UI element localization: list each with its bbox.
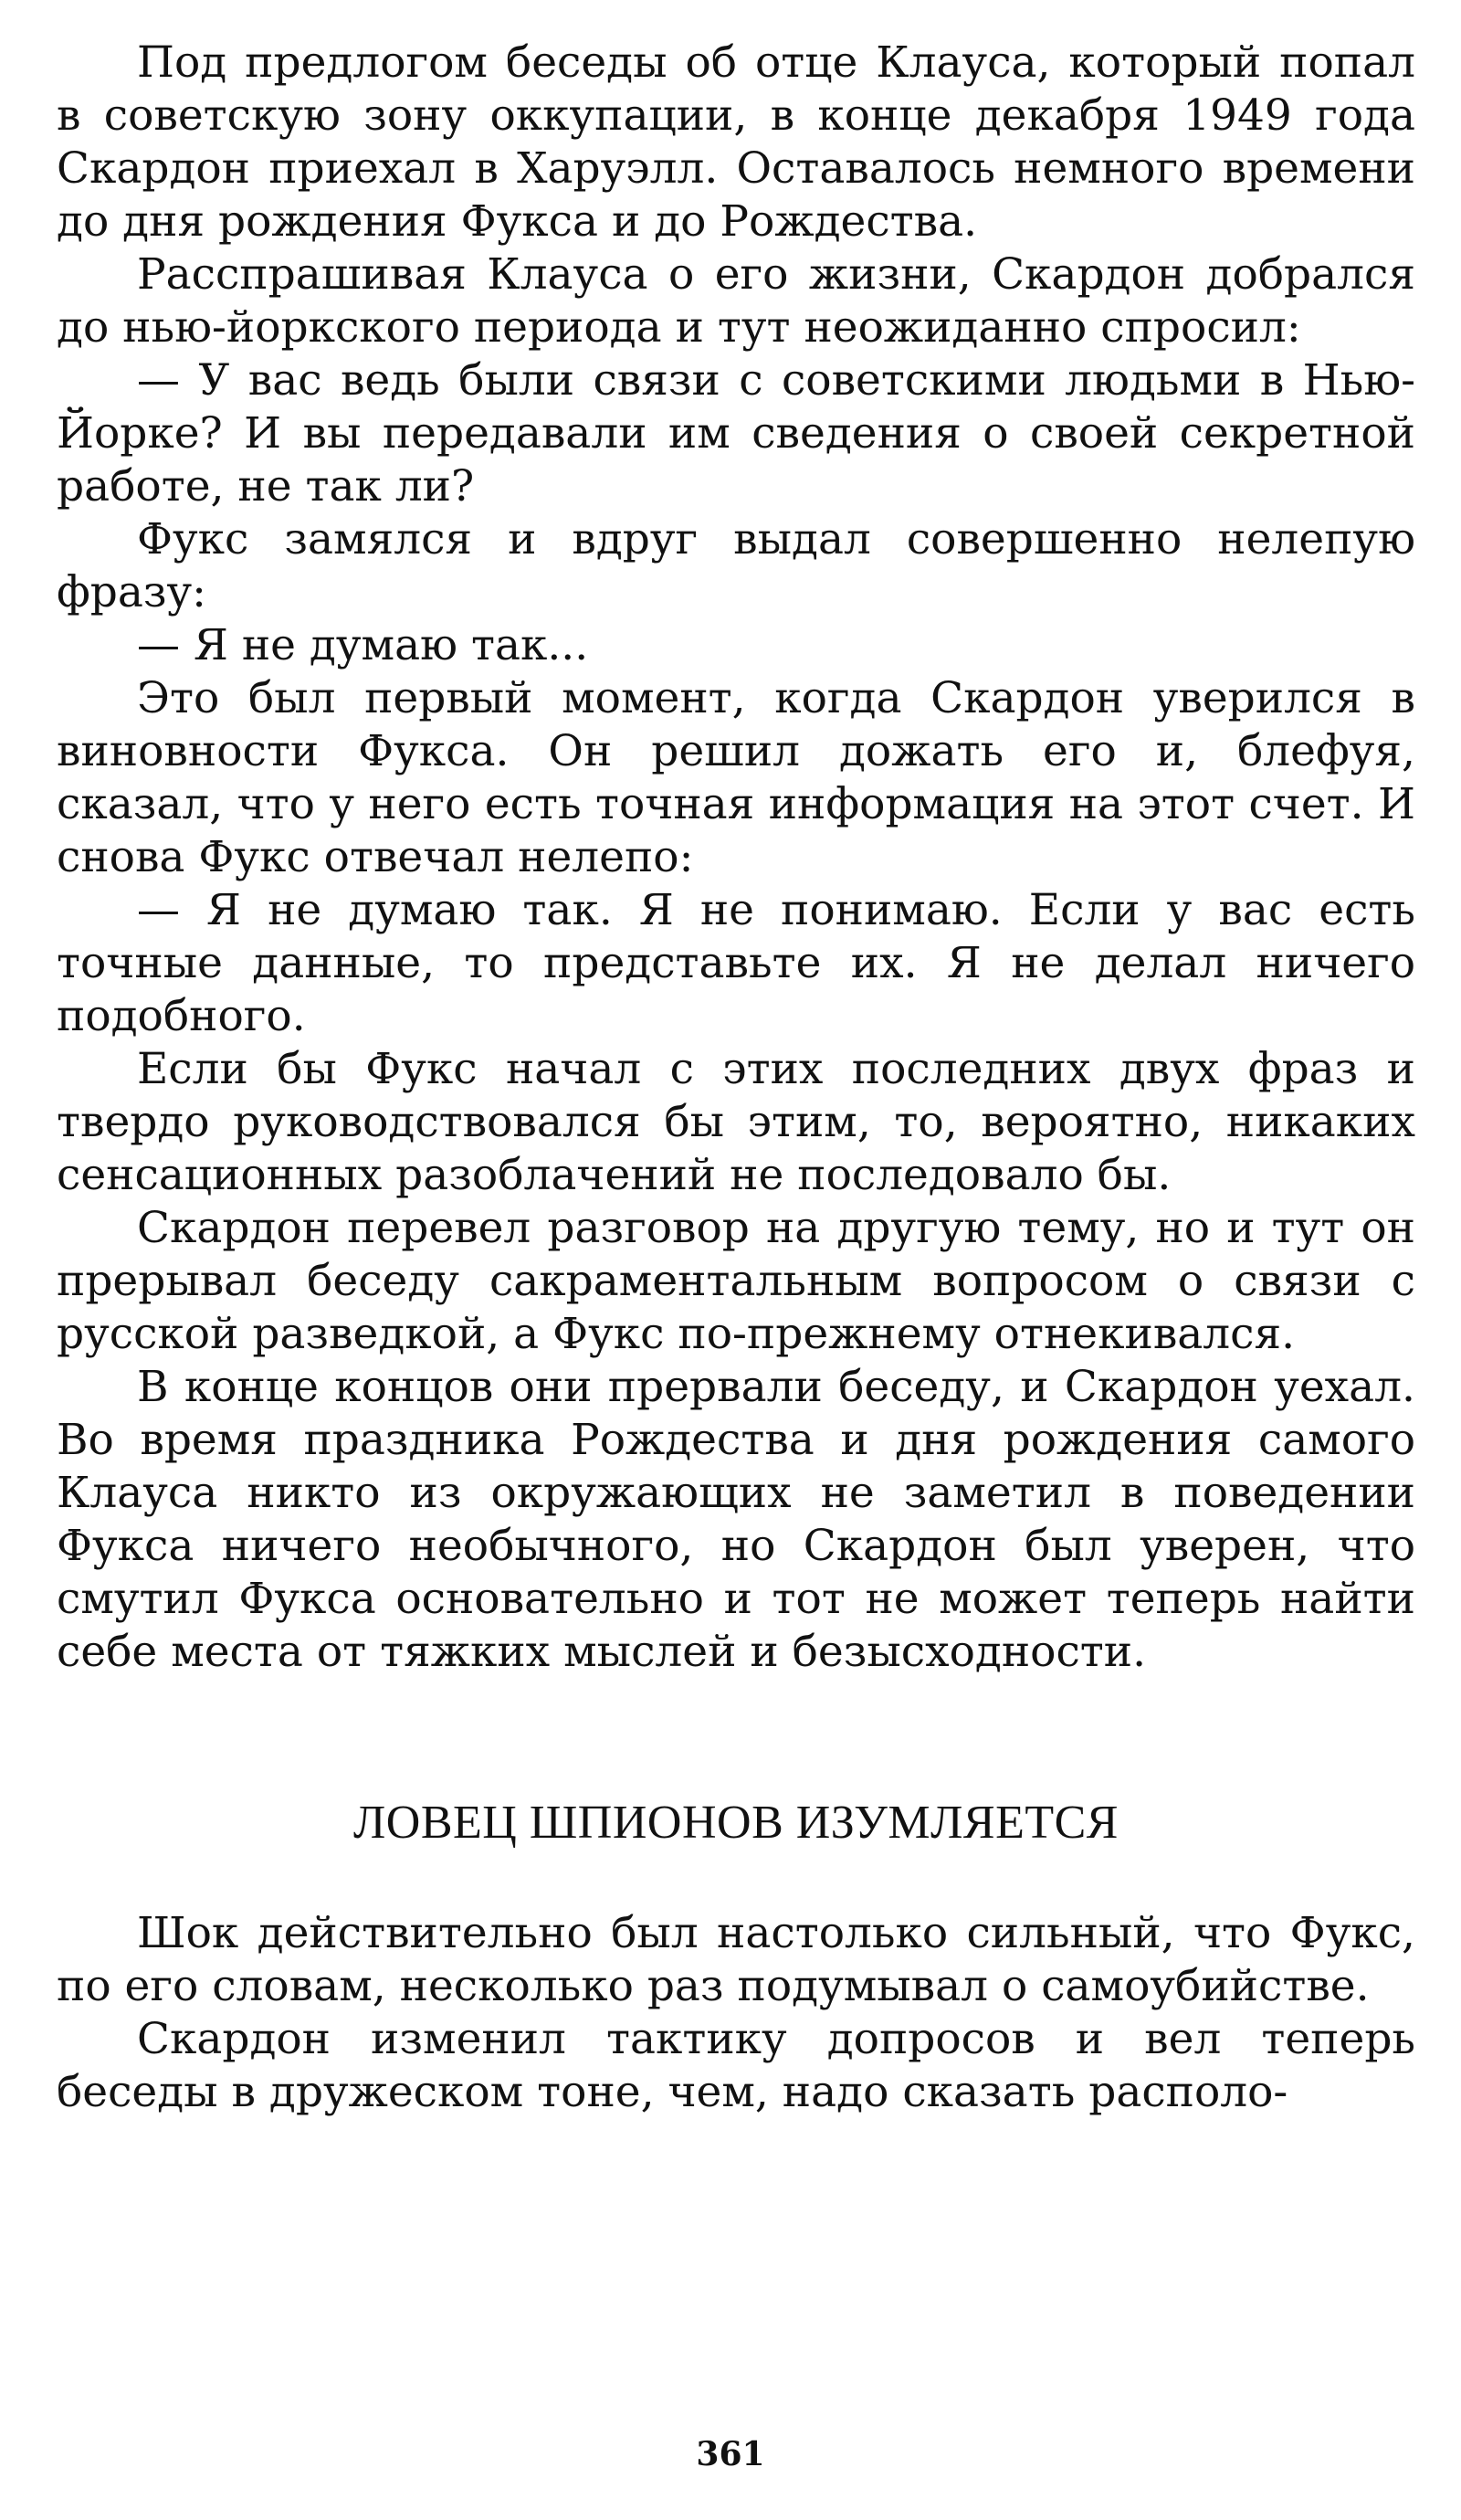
chapter-heading: ЛОВЕЦ ШПИОНОВ ИЗУМЛЯЕТСЯ xyxy=(353,1797,1119,1849)
dialogue-line: — Я не думаю так... xyxy=(137,620,589,670)
paragraph: Скардон перевел разговор на другую тему, но и тут он прерывал беседу сакраментальным вопросом о связи с русской разведкой, а Фукс по-прежнему отнекивался. xyxy=(57,1203,1415,1359)
paragraph: Это был первый момент, когда Скардон уверился в виновности Фукса. Он решил дожать его и, блефуя, сказал, что у него есть точная информация на этот счет. И снова Фукс отвечал нелепо: xyxy=(57,673,1415,882)
dialogue-line: — Я не думаю так. Я не понимаю. Если у вас есть точные данные, то представьте их. Я не делал ничего подобного. xyxy=(57,885,1415,1041)
book-page xyxy=(57,37,1415,2119)
dialogue-line: — У вас ведь были связи с советскими людьми в Нью-Йорке? И вы передавали им сведения о своей секретной работе, не так ли? xyxy=(57,355,1415,511)
paragraph: Шок действительно был настолько сильный, что Фукс, по его словам, несколько раз подумывал о самоубийстве. xyxy=(57,1908,1415,2011)
paragraph: Фукс замялся и вдруг выдал совершенно нелепую фразу: xyxy=(57,514,1415,617)
paragraph: В конце концов они прервали беседу, и Скардон уехал. Во время праздника Рождества и дня рождения самого Клауса никто из окружающих не заметил в поведении Фукса ничего необычного, но Скардон был уверен, что смутил Фукса основательно и тот не может теперь найти себе места от тяжких мыслей и безысходности. xyxy=(57,1362,1415,1677)
paragraph: Под предлогом беседы об отце Клауса, который попал в советскую зону оккупации, в конце декабря 1949 года Скардон приехал в Харуэлл. Оставалось немного времени до дня рождения Фукса и до Рождества. xyxy=(57,37,1415,247)
page-number: 361 xyxy=(696,2435,765,2473)
paragraph: Скардон изменил тактику допросов и вел теперь беседы в дружеском тоне, чем, надо сказать располо- xyxy=(57,2014,1415,2117)
paragraph: Если бы Фукс начал с этих последних двух фраз и твердо руководствовался бы этим, то, вероятно, никаких сенсационных разоблачений не последовало бы. xyxy=(57,1044,1415,1200)
paragraph: Расспрашивая Клауса о его жизни, Скардон добрался до нью-йоркского периода и тут неожиданно спросил: xyxy=(57,249,1415,353)
